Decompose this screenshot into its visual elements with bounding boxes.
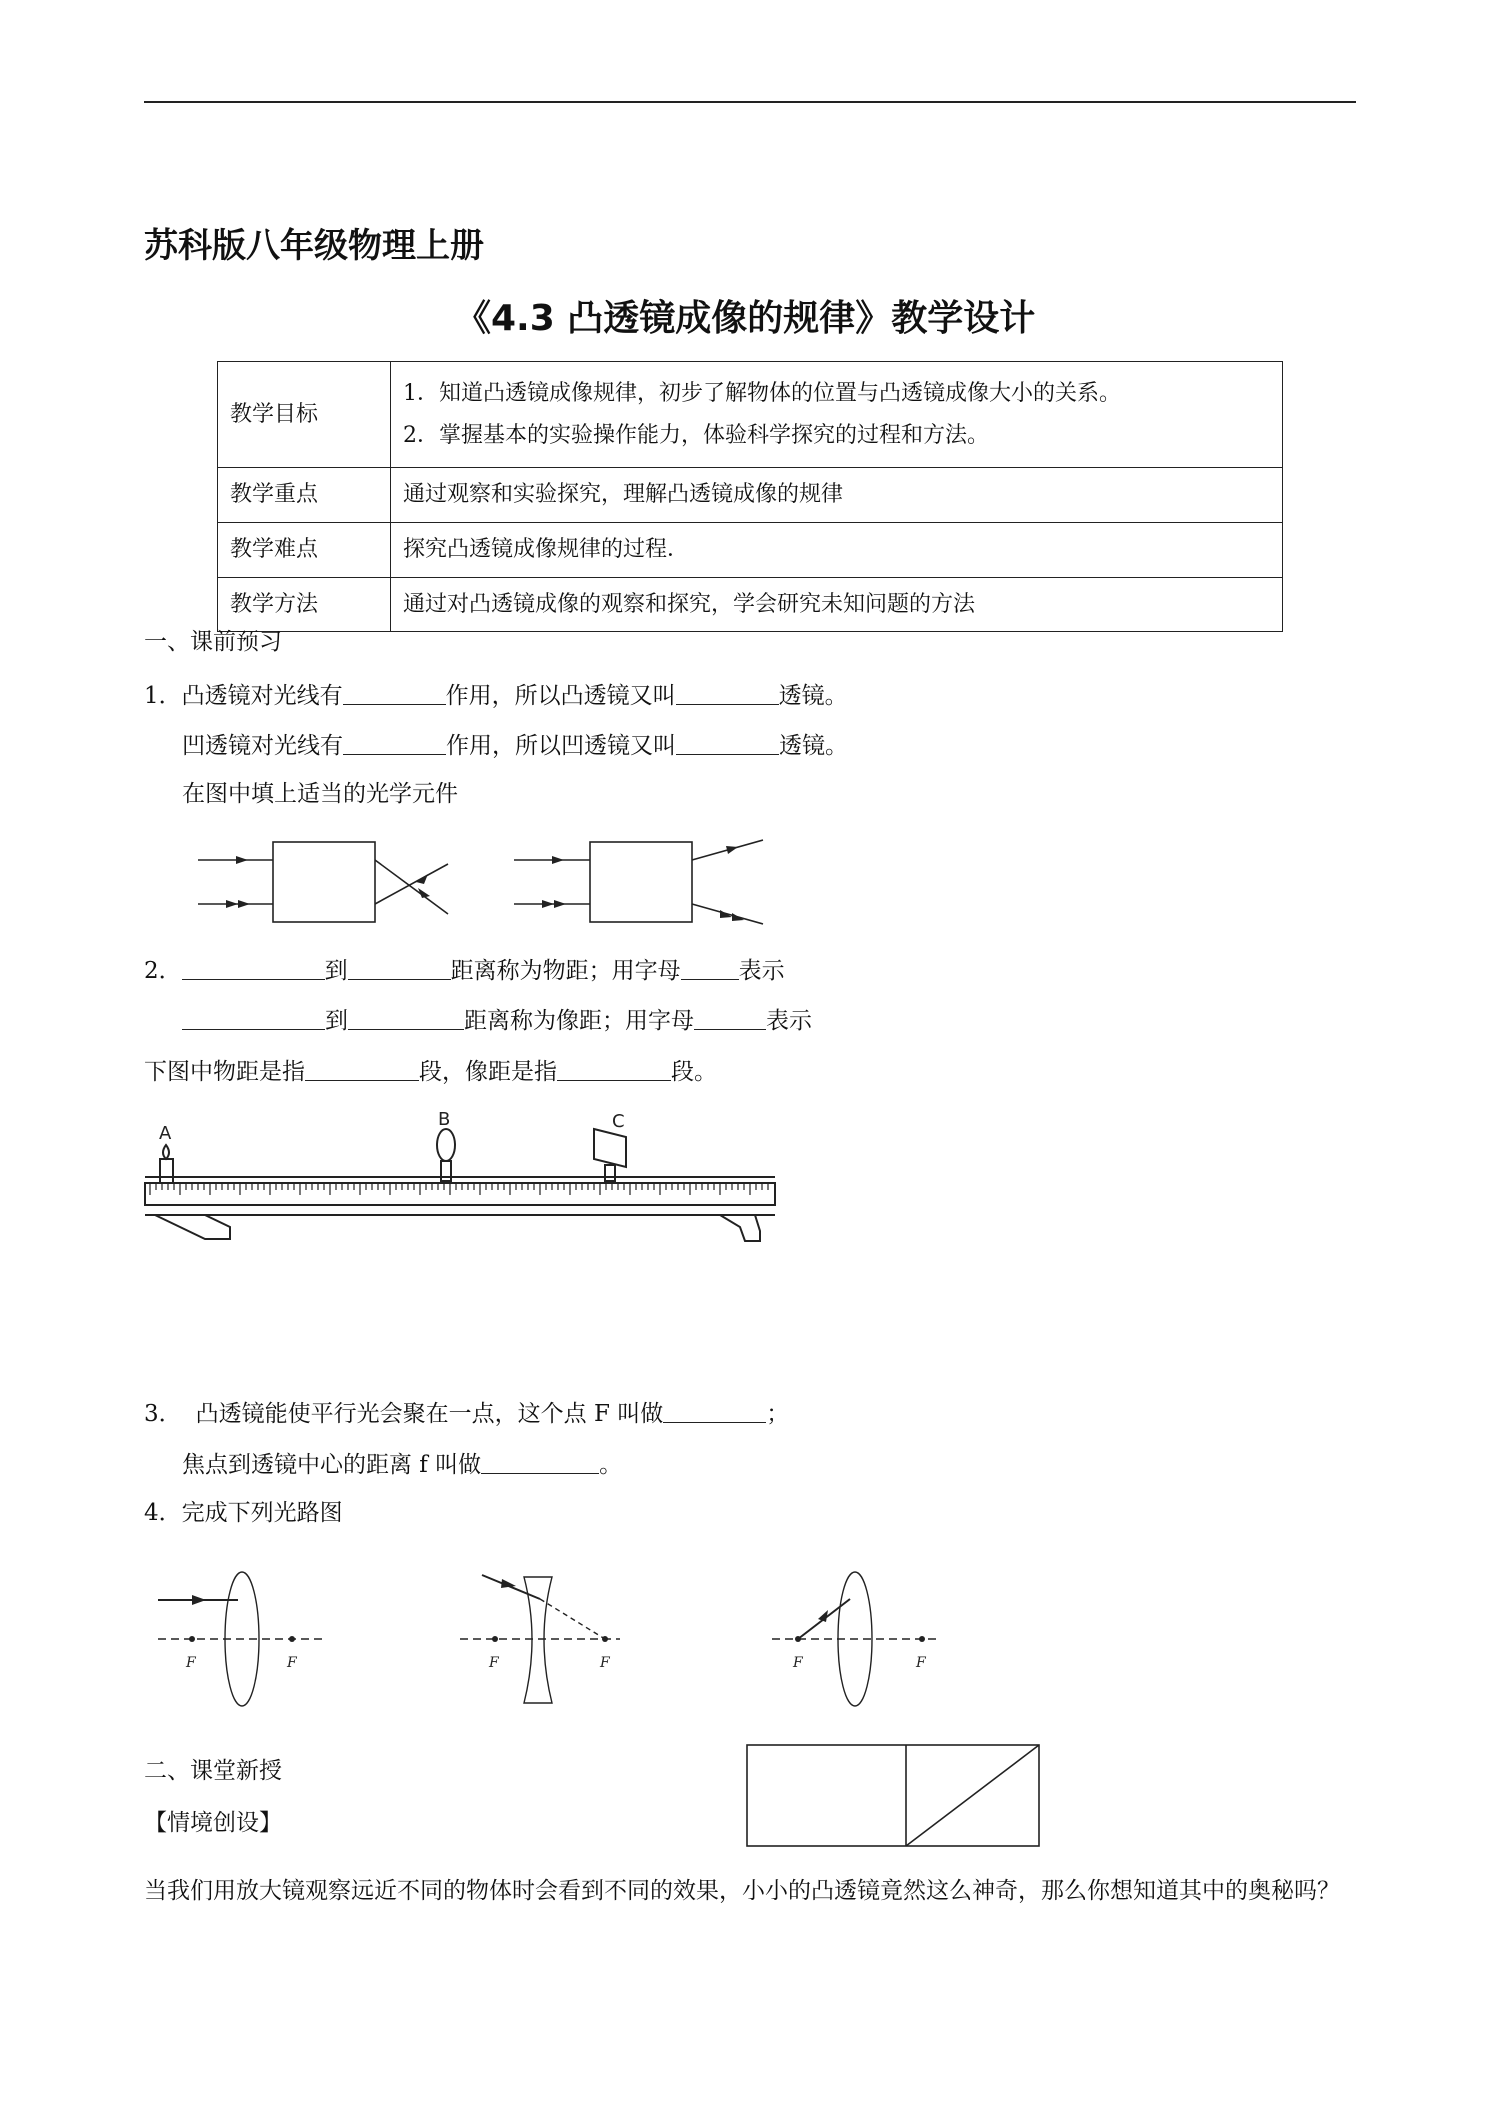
question-number: 1．: [144, 683, 182, 709]
decorative-boxes: [746, 1744, 1040, 1847]
blank-box: [273, 842, 375, 922]
question-2-line-1: [144, 957, 785, 983]
focal-point: [919, 1636, 925, 1642]
question-3-line-2: [182, 1451, 622, 1477]
arrow-icon: [192, 1595, 206, 1605]
focal-point: [602, 1636, 608, 1642]
text: 段。: [671, 1059, 717, 1085]
text: 距离称为像距；用字母: [464, 1008, 694, 1034]
text: 作用，所以凹透镜又叫: [446, 733, 676, 759]
ray-diagrams: [150, 1555, 970, 1725]
focus-label: F: [186, 1655, 196, 1671]
text: 距离称为物距；用字母: [450, 958, 681, 984]
answer-blank[interactable]: [348, 957, 451, 980]
text: 凹透镜对光线有: [182, 733, 343, 759]
teaching-design-table: [217, 361, 1283, 632]
answer-blank[interactable]: [343, 732, 446, 755]
question-3-line-1: [144, 1400, 789, 1426]
concave-lens: [524, 1577, 552, 1703]
text: 凸透镜对光线有: [181, 683, 343, 709]
question-number: 2．: [144, 958, 182, 984]
answer-blank[interactable]: [481, 1451, 599, 1474]
focus-label: F: [600, 1655, 610, 1671]
table-row: [218, 468, 1283, 523]
row-content: 通过观察和实验探究，理解凸透镜成像的规律: [391, 468, 1283, 523]
light-ray: [375, 864, 448, 904]
question-1-line-3: 在图中填上适当的光学元件: [182, 781, 458, 807]
question-number: 3．: [144, 1401, 182, 1427]
row-content: 通过对凸透镜成像的观察和探究，学会研究未知问题的方法: [391, 577, 1283, 632]
text: 下图中物距是指: [144, 1059, 305, 1085]
row-label: 教学目标: [218, 362, 391, 468]
light-ray: [375, 860, 448, 914]
blank-box: [590, 842, 692, 922]
text: 到: [325, 1008, 348, 1034]
candle: [160, 1159, 173, 1183]
question-1-line-2: [182, 732, 848, 758]
light-ray: [482, 1575, 540, 1599]
bench-leg: [720, 1215, 760, 1241]
arrow-icon: [501, 1579, 516, 1588]
answer-blank[interactable]: [182, 1007, 325, 1030]
text: 到: [324, 958, 348, 984]
row-label: 教学方法: [218, 577, 391, 632]
arrow-icon: [726, 846, 738, 854]
answer-blank[interactable]: [343, 682, 446, 705]
text: 焦点到透镜中心的距离 f 叫做: [182, 1452, 482, 1478]
goal-item: 1．知道凸透镜成像规律，初步了解物体的位置与凸透镜成像大小的关系。: [403, 380, 1121, 406]
arrow-icon: [226, 900, 238, 908]
answer-blank[interactable]: [681, 957, 739, 980]
answer-blank[interactable]: [694, 1007, 766, 1030]
arrow-icon: [416, 874, 428, 884]
arrow-icon: [818, 1610, 828, 1622]
arrow-icon: [542, 900, 554, 908]
optical-element-diagram: [190, 830, 790, 940]
arrow-icon: [236, 856, 248, 864]
arrow-icon: [732, 913, 744, 921]
row-content: 探究凸透镜成像规律的过程．: [391, 522, 1283, 577]
lens: [437, 1129, 455, 1161]
arrow-icon: [552, 856, 564, 864]
text: 透镜。: [779, 733, 848, 759]
table-row: [218, 577, 1283, 632]
text: 段，像距是指: [419, 1059, 557, 1085]
section-heading: 一、课前预习: [144, 629, 282, 655]
answer-blank[interactable]: [557, 1058, 671, 1081]
focal-point: [189, 1636, 195, 1642]
question-4-text: 4．完成下列光路图: [144, 1500, 343, 1526]
row-label: 教学重点: [218, 468, 391, 523]
text: 。: [599, 1452, 623, 1478]
extension-line: [540, 1599, 605, 1639]
subheading: 【情境创设】: [144, 1810, 282, 1836]
text: 凸透镜能使平行光会聚在一点，这个点 F 叫做: [195, 1401, 664, 1427]
arrow-icon: [554, 900, 566, 908]
row-content: [391, 362, 1283, 468]
section-heading: 二、课堂新授: [144, 1758, 282, 1784]
answer-blank[interactable]: [676, 732, 779, 755]
bench-label-a: A: [159, 1123, 172, 1144]
question-2-line-2: [182, 1007, 812, 1033]
table-row: [218, 362, 1283, 468]
focus-label: F: [287, 1655, 297, 1671]
focus-label: F: [916, 1655, 926, 1671]
answer-blank[interactable]: [663, 1400, 766, 1423]
answer-blank[interactable]: [305, 1058, 419, 1081]
focal-point: [795, 1636, 801, 1642]
answer-blank[interactable]: [348, 1007, 464, 1030]
focus-label: F: [489, 1655, 499, 1671]
table-row: [218, 522, 1283, 577]
light-ray: [692, 904, 763, 924]
focal-point: [492, 1636, 498, 1642]
text: 透镜。: [778, 683, 848, 709]
focus-label: F: [793, 1655, 803, 1671]
bench-label-c: C: [612, 1111, 625, 1132]
question-2-line-3: [144, 1058, 717, 1084]
text: ；: [766, 1401, 790, 1427]
answer-blank[interactable]: [676, 682, 779, 705]
arrow-icon: [238, 900, 250, 908]
text: 表示: [738, 958, 785, 984]
optical-bench-diagram: [140, 1109, 780, 1245]
answer-blank[interactable]: [182, 957, 325, 980]
text: 作用，所以凸透镜又叫: [445, 683, 676, 709]
intro-paragraph: 当我们用放大镜观察远近不同的物体时会看到不同的效果，小小的凸透镜竟然这么神奇，那么你想知道其中的奥秘吗？: [144, 1878, 1340, 1904]
page-title: 《4.3 凸透镜成像的规律》教学设计: [455, 298, 1036, 339]
screen: [594, 1129, 626, 1167]
text: 表示: [766, 1008, 812, 1034]
goal-item: 2．掌握基本的实验操作能力，体验科学探究的过程和方法。: [403, 422, 989, 448]
subject-heading: 苏科版八年级物理上册: [144, 226, 484, 266]
focal-point: [289, 1636, 295, 1642]
bench-label-b: B: [438, 1109, 451, 1130]
question-1-line-1: [144, 682, 848, 708]
row-label: 教学难点: [218, 522, 391, 577]
header-rule: [144, 101, 1356, 103]
bench-leg: [155, 1215, 230, 1239]
